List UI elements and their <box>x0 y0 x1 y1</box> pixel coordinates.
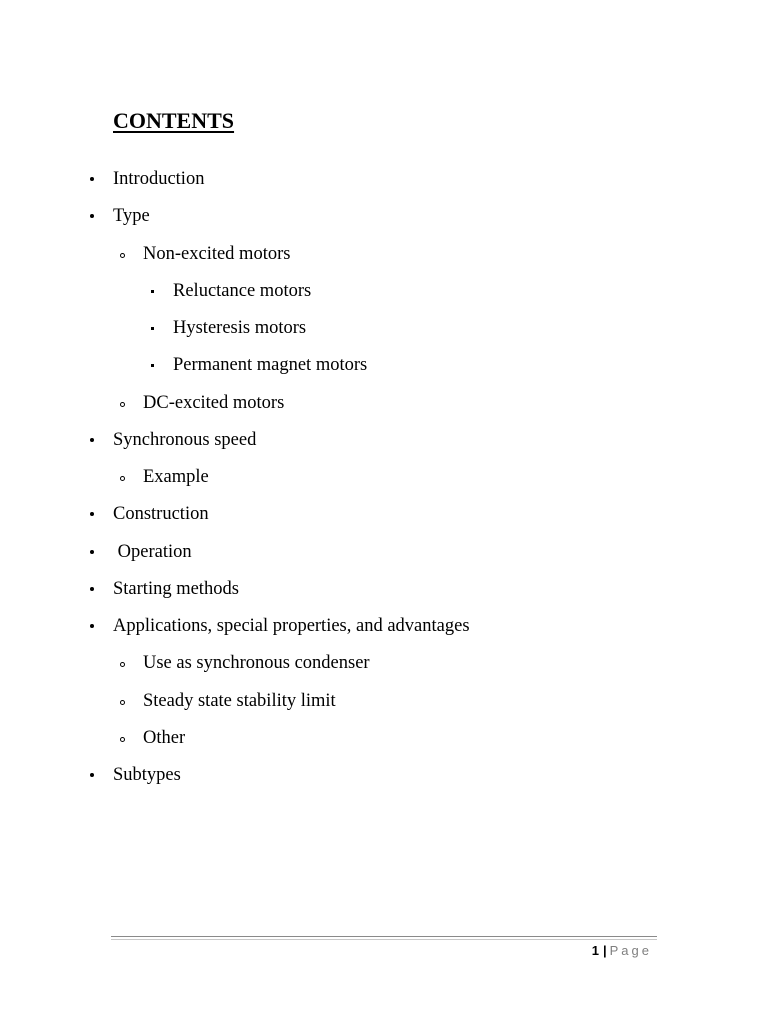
page-footer <box>592 942 652 960</box>
toc-item: Introduction <box>113 169 205 189</box>
bullet-icon <box>90 214 94 218</box>
circle-bullet-icon <box>120 253 125 258</box>
page-separator: | <box>602 943 607 958</box>
circle-bullet-icon <box>120 662 125 667</box>
bullet-icon <box>90 587 94 591</box>
circle-bullet-icon <box>120 476 125 481</box>
toc-item: Reluctance motors <box>173 281 312 301</box>
toc-item: Synchronous speed <box>113 430 257 450</box>
square-bullet-icon <box>151 364 154 367</box>
toc-item: Operation <box>113 542 192 562</box>
footer-divider-secondary <box>111 939 657 940</box>
toc-item: Starting methods <box>113 579 239 599</box>
toc-item: Hysteresis motors <box>173 318 307 338</box>
footer-divider <box>111 936 657 937</box>
toc-item: DC-excited motors <box>143 393 285 413</box>
toc-item: Non-excited motors <box>143 244 291 264</box>
circle-bullet-icon <box>120 402 125 407</box>
toc-item: Construction <box>113 504 209 524</box>
toc-item: Permanent magnet motors <box>173 355 368 375</box>
page-title: CONTENTS <box>113 108 235 133</box>
bullet-icon <box>90 177 94 181</box>
toc-item: Applications, special properties, and advantages <box>113 616 470 636</box>
bullet-icon <box>90 773 94 777</box>
toc-item: Type <box>113 206 150 226</box>
toc-item: Use as synchronous condenser <box>143 653 370 673</box>
bullet-icon <box>90 512 94 516</box>
toc-item: Example <box>143 467 209 487</box>
bullet-icon <box>90 624 94 628</box>
circle-bullet-icon <box>120 700 125 705</box>
bullet-icon <box>90 550 94 554</box>
toc-item: Other <box>143 728 186 748</box>
page-label: Page <box>609 943 652 958</box>
toc-item: Steady state stability limit <box>143 691 336 711</box>
toc-item: Subtypes <box>113 765 181 785</box>
bullet-icon <box>90 438 94 442</box>
square-bullet-icon <box>151 327 154 330</box>
square-bullet-icon <box>151 290 154 293</box>
page-number: 1 <box>591 943 599 958</box>
circle-bullet-icon <box>120 737 125 742</box>
